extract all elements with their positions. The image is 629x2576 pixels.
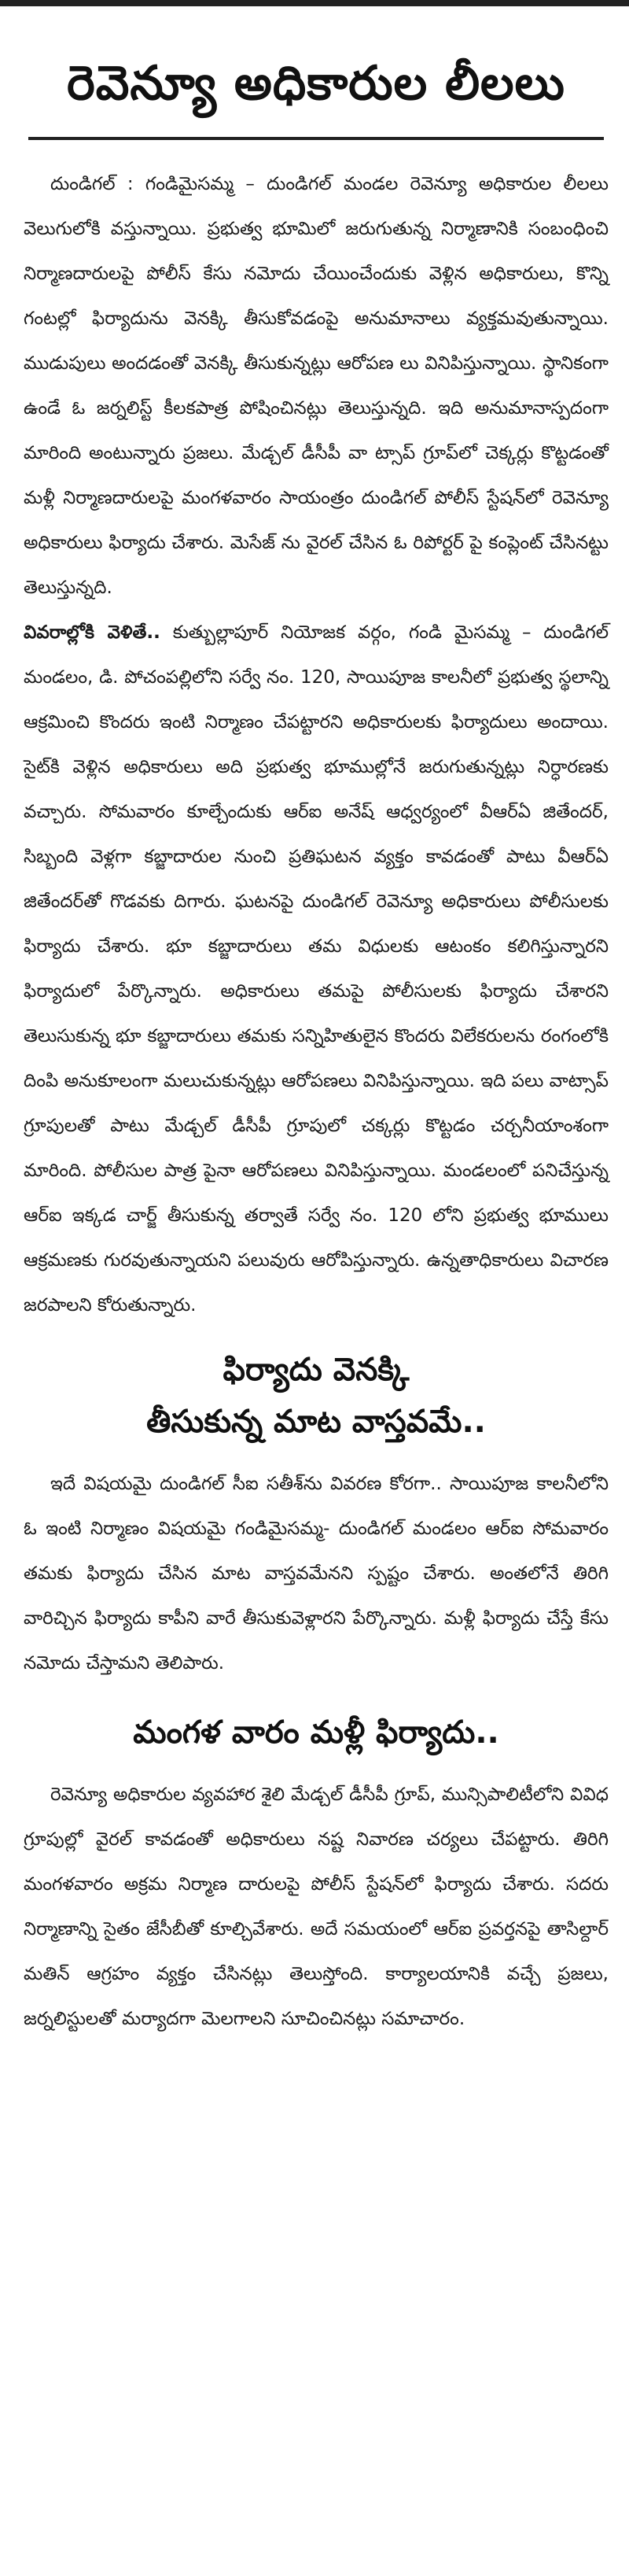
subheading-line-1: ఫిర్యాదు వెనక్కి <box>223 1352 410 1388</box>
subheading-line-2: తీసుకున్న మాట వాస్తవమే.. <box>146 1404 486 1440</box>
paragraph-intro-text: దుండిగల్ : గండిమైసమ్మ – దుండిగల్ మండల రెవెన్యూ అధికారుల లీలలు వెలుగులోకి వస్తున్నాయి. ప్రభుత్వ భూమిలో జరుగుతున్న నిర్మాణానికి సంబంధించి నిర్మాణదారులపై పోలీస్ కేసు నమోదు చేయించేందుకు వెళ్లిన అధికారులు, కొన్ని గంటల్లో ఫిర్యాదును వెనక్కి తీసుకోవడంపై అనుమానాలు వ్యక్తమవుతున్నాయి. ముడుపులు అందడంతో వెనక్కి తీసుకున్నట్లు ఆరోపణ లు వినిపిస్తున్నాయి. స్థానికంగా ఉండే ఓ జర్నలిస్ట్ కీలకపాత్ర పోషించినట్లు తెలుస్తున్నది. ఇది అనుమానాస్పదంగా మారింది అంటున్నారు ప్రజలు. మేడ్చల్ డీసీపీ వా ట్సాప్ గ్రూప్‌లో చెక్కర్లు కొట్టడంతో మళ్లీ నిర్మాణదారులపై మంగళవారం సాయంత్రం దుండిగల్ పోలీస్ స్టేషన్‌లో రెవెన్యూ అధికారులు ఫిర్యాదు చేశారు. మెసేజ్ ను వైరల్ చేసిన ఓ రిపోర్టర్ పై కంప్లెంట్ చేసినట్టు తెలుస్తున్నది. <box>24 174 609 598</box>
top-border-rule <box>0 0 629 6</box>
subheading-complaint-withdrawn <box>24 1344 609 1448</box>
subheading-tuesday-complaint: మంగళ వారం మళ్లీ ఫిర్యాదు.. <box>133 1714 499 1751</box>
paragraph-details-text: కుత్బుల్లాపూర్ నియోజక వర్గం, గండి మైసమ్మ – దుండిగల్ మండలం, డి. పోచంపల్లిలోని సర్వే నం. 120, సాయిపూజ కాలనీలో ప్రభుత్వ స్థలాన్ని ఆక్రమించి కొందరు ఇంటి నిర్మాణం చేపట్టారని అధికారులకు ఫిర్యాదులు అందాయి. సైట్‌కి వెళ్లిన అధికారులు అది ప్రభుత్వ భూముల్లోనే జరుగుతున్నట్లు నిర్ధారణకు వచ్చారు. సోమవారం కూల్చేందుకు ఆర్‌ఐ అనేష్ ఆధ్వర్యంలో వీఆర్‌ఏ జితేందర్, సిబ్బంది వెళ్లగా కబ్జాదారుల నుంచి ప్రతిఘటన వ్యక్తం కావడంతో పాటు వీఆర్‌ఏ జితేందర్‌తో గొడవకు దిగారు. ఘటనపై దుండిగల్ రెవెన్యూ అధికారులు పోలీసులకు ఫిర్యాదు చేశారు. భూ కబ్జాదారులు తమ విధులకు ఆటంకం కలిగిస్తున్నారని ఫిర్యాదులో పేర్కొన్నారు. అధికారులు తమపై పోలీసులకు ఫిర్యాదు చేశారని తెలుసుకున్న భూ కబ్జాదారులు తమకు సన్నిహితులైన కొందరు విలేకరులను రంగంలోకి దింపి అనుకూలంగా మలుచుకున్నట్లు ఆరోపణలు వినిపిస్తున్నాయి. ఇది పలు వాట్సాప్ గ్రూపులతో పాటు మేడ్చల్ డీసీపీ గ్రూపులో చక్కర్లు కొట్టడం చర్చనీయాంశంగా మారింది. పోలీసుల పాత్ర పైనా ఆరోపణలు వినిపిస్తున్నాయి. మండలంలో పనిచేస్తున్న ఆర్‌ఐ ఇక్కడ చార్జ్ తీసుకున్న తర్వాతే సర్వే నం. 120 లోని ప్రభుత్వ భూములు ఆక్రమణకు గురవుతున్నాయని పలువురు ఆరోపిస్తున్నారు. ఉన్నతాధికారులు విచారణ జరపాలని కోరుతున్నారు. <box>24 622 609 1316</box>
paragraph-ci-statement-text: ఇదే విషయమై దుండిగల్ సీఐ సతీశ్‌ను వివరణ కోరగా.. సాయిపూజ కాలనీలోని ఓ ఇంటి నిర్మాణం విషయమై గండిమైసమ్మ- దుండిగల్ మండలం ఆర్‌ఐ సోమవారం తమకు ఫిర్యాదు చేసిన మాట వాస్తవమేనని స్పష్టం చేశారు. అంతలోనే తిరిగి వారిచ్చిన ఫిర్యాదు కాపీని వారే తీసుకువెళ్లారని పేర్కొన్నారు. మళ్లీ ఫిర్యాదు చేస్తే కేసు నమోదు చేస్తామని తెలిపారు. <box>24 1474 609 1674</box>
headline-underline <box>28 137 604 140</box>
paragraph-tuesday <box>24 1773 609 2042</box>
paragraph-tuesday-text: రెవెన్యూ అధికారుల వ్యవహార శైలి మేడ్చల్ డీసీపీ గ్రూప్, మున్సిపాలిటీలోని వివిధ గ్రూపుల్లో వైరల్ కావడంతో అధికారులు నష్ట నివారణ చర్యలు చేపట్టారు. తిరిగి మంగళవారం అక్రమ నిర్మాణ దారులపై పోలీస్ స్టేషన్‌లో ఫిర్యాదు చేశారు. సదరు నిర్మాణాన్ని సైతం జేసీబీతో కూల్చివేశారు. అదే సమయంలో ఆర్‌ఐ ప్రవర్తనపై తాసిల్దార్ మతిన్ ఆగ్రహం వ్యక్తం చేసినట్లు తెలుస్తోంది. కార్యాలయానికి వచ్చే ప్రజలు, జర్నలిస్టులతో మర్యాదగా మెలగాలని సూచించినట్లు సమాచారం. <box>24 1784 609 2029</box>
paragraph-intro <box>24 162 609 611</box>
paragraph-details <box>24 611 609 1328</box>
headline: రెవెన్యూ అధికారుల లీలలు <box>67 56 565 111</box>
paragraph-ci-statement <box>24 1462 609 1686</box>
details-lead-in: వివరాల్లోకి వెళితే.. <box>24 622 160 643</box>
